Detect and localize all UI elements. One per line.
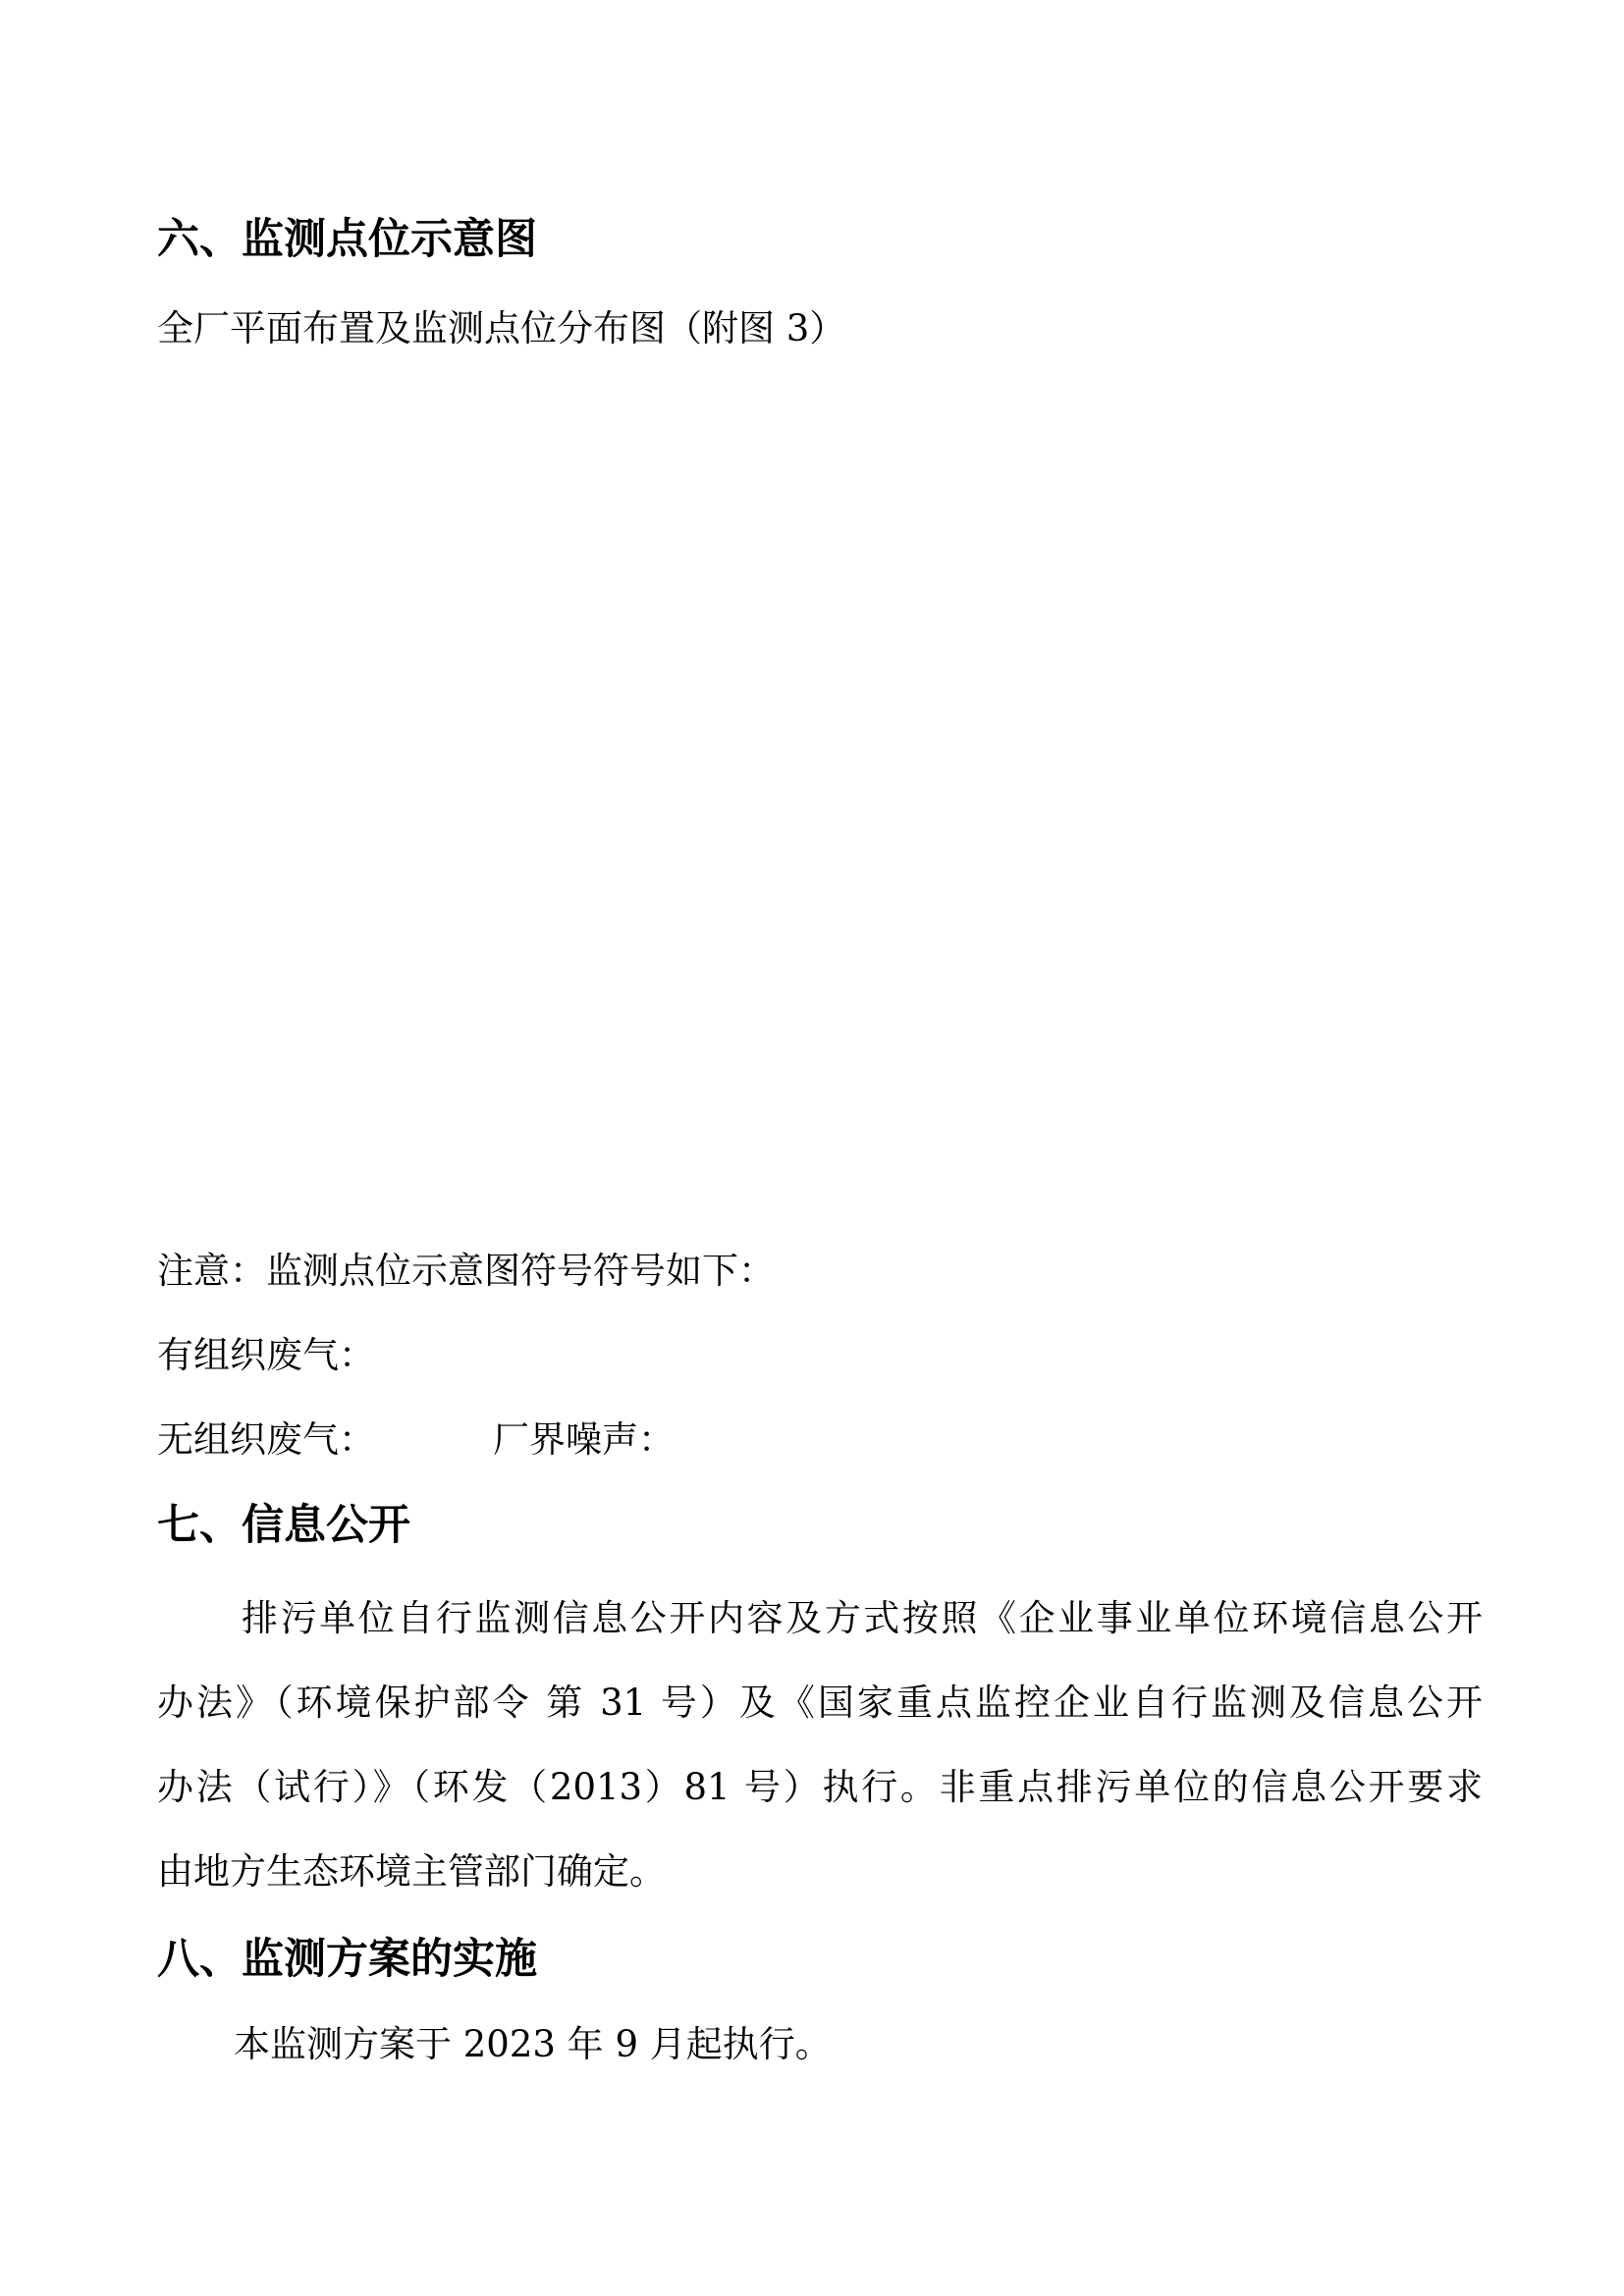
site-layout-figure-area xyxy=(157,373,1483,1198)
section-7-paragraph xyxy=(157,1576,1483,1914)
legend-unorganized-gas: 无组织废气： xyxy=(157,1418,375,1461)
paragraph-line: 办法》（环境保护部令 第 31 号）及《国家重点监控企业自行监测及信息公开 xyxy=(157,1682,1483,1724)
paragraph-line: 办法（试行）》（环发（2013）81 号）执行。非重点排污单位的信息公开要求 xyxy=(157,1766,1483,1808)
section-6-heading: 六、监测点位示意图 xyxy=(157,215,537,264)
legend-row-2 xyxy=(157,1415,675,1465)
figure-caption: 全厂平面布置及监测点位分布图（附图 3） xyxy=(157,307,846,349)
paragraph-line: 排污单位自行监测信息公开内容及方式按照《企业事业单位环境信息公开 xyxy=(242,1597,1483,1639)
section-8-paragraph: 本监测方案于 2023 年 9 月起执行。 xyxy=(234,2023,832,2065)
section-7-heading: 七、信息公开 xyxy=(157,1501,410,1550)
legend-boundary-noise: 厂界噪声： xyxy=(493,1418,675,1461)
paragraph-line: 由地方生态环境主管部门确定。 xyxy=(157,1850,666,1893)
legend-organized-gas: 有组织废气： xyxy=(157,1334,375,1376)
section-8-heading: 八、监测方案的实施 xyxy=(157,1935,537,1984)
legend-note: 注意：监测点位示意图符号符号如下： xyxy=(157,1250,775,1292)
